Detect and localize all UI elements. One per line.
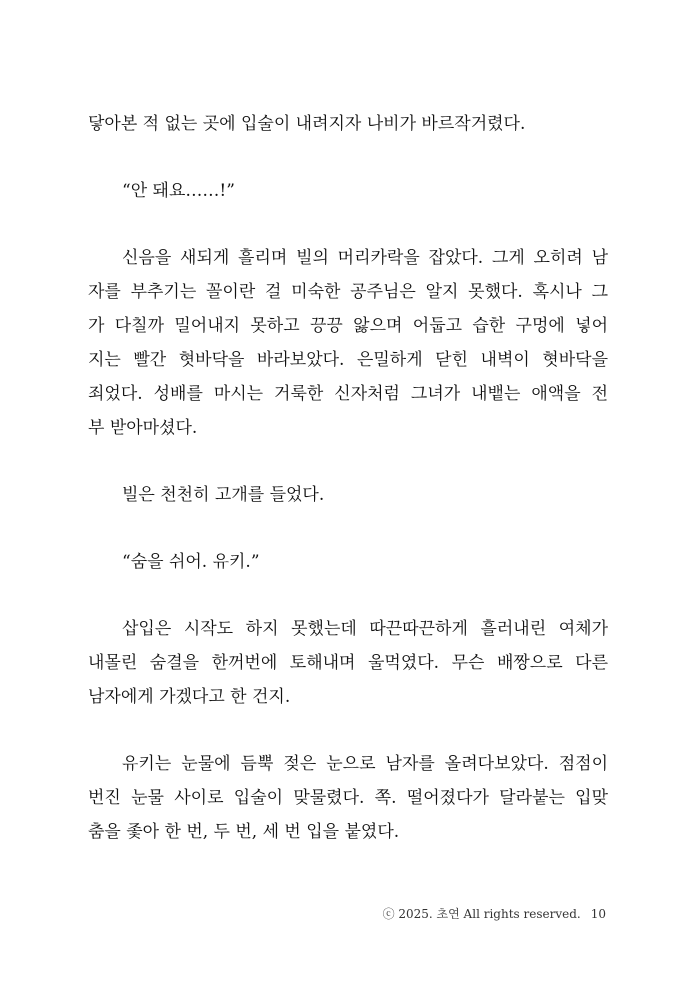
text-line: 자를 부추기는 꼴이란 걸 미숙한 공주님은 알지 못했다. 혹시나 그 [88, 282, 608, 302]
paragraph [88, 747, 608, 849]
text-line: 삽입은 시작도 하지 못했는데 따끈따끈하게 흘러내린 여체가 [122, 619, 608, 639]
text-line: 내몰린 숨결을 한꺼번에 토해내며 울먹였다. 무슨 배짱으로 다른 [88, 653, 608, 673]
text-line: 가 다칠까 밀어내지 못하고 끙끙 앓으며 어둡고 습한 구멍에 넣어 [88, 316, 608, 336]
paragraph [88, 478, 608, 512]
paragraph [88, 545, 608, 579]
text-line: 지는 빨간 혓바닥을 바라보았다. 은밀하게 닫힌 내벽이 혓바닥을 [88, 350, 608, 370]
page-number: 10 [590, 907, 606, 921]
text-line: 번진 눈물 사이로 입술이 맞물렸다. 쪽. 떨어졌다가 달라붙는 입맞 [88, 788, 608, 808]
paragraph [88, 174, 608, 208]
text-line: 춤을 좇아 한 번, 두 번, 세 번 입을 붙였다. [88, 822, 400, 842]
text-line: 닿아본 적 없는 곳에 입술이 내려지자 나비가 바르작거렸다. [88, 114, 526, 134]
paragraph [88, 107, 608, 141]
text-line: 유키는 눈물에 듬뿍 젖은 눈으로 남자를 올려다보았다. 점점이 [122, 754, 608, 774]
text-line: 남자에게 가겠다고 한 건지. [88, 687, 291, 707]
text-line: “숨을 쉬어. 유키.” [122, 552, 260, 572]
text-line: 빌은 천천히 고개를 들었다. [122, 485, 325, 505]
text-line: 부 받아마셨다. [88, 418, 198, 438]
copyright-notice: ⓒ 2025. 초연 All rights reserved. [382, 907, 581, 921]
paragraph [88, 612, 608, 714]
text-line: 신음을 새되게 흘리며 빌의 머리카락을 잡았다. 그게 오히려 남 [122, 248, 608, 268]
text-line: 죄었다. 성배를 마시는 거룩한 신자처럼 그녀가 내뱉는 애액을 전 [88, 384, 608, 404]
text-line: “안 돼요……!” [122, 181, 235, 201]
document-body [88, 107, 608, 882]
paragraph [88, 241, 608, 445]
page-footer [0, 905, 606, 922]
